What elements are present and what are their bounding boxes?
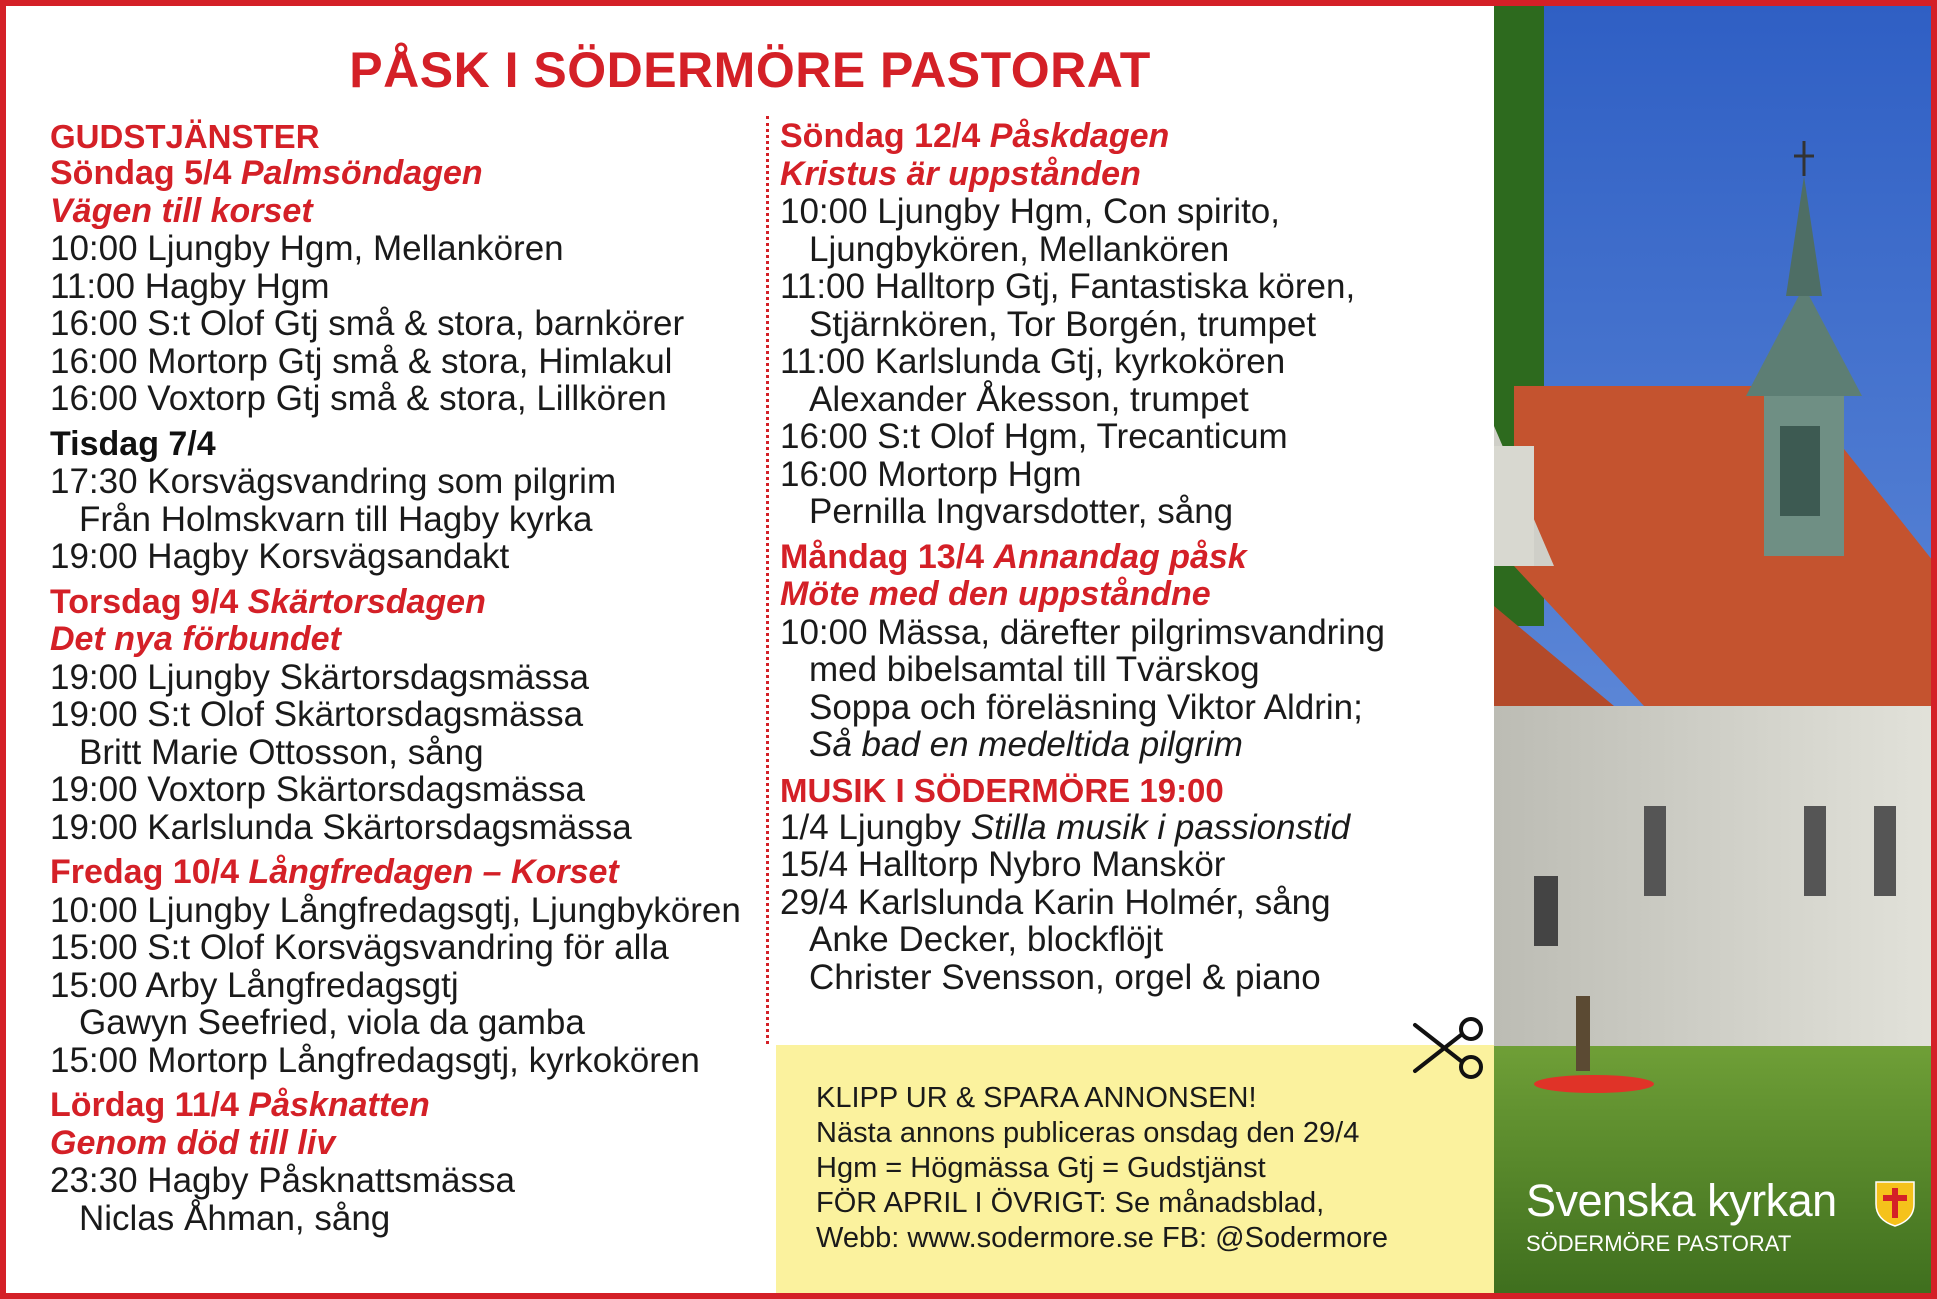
day-theme: Möte med den uppståndne: [780, 575, 1211, 613]
service-line: 16:00 S:t Olof Gtj små & stora, barnkörer: [50, 304, 685, 343]
service-line: Britt Marie Ottosson, sång: [79, 732, 484, 772]
info-line: Webb: www.sodermore.se FB: @Sodermore: [816, 1222, 1389, 1254]
service-line: Niclas Åhman, sång: [79, 1198, 391, 1238]
service-line: 19:00 Voxtorp Skärtorsdagsmässa: [50, 770, 586, 809]
day-heading: Torsdag 9/4 Skärtorsdagen: [50, 582, 486, 621]
service-line: 16:00 Voxtorp Gtj små & stora, Lillkören: [50, 379, 667, 418]
service-line: Gawyn Seefried, viola da gamba: [79, 1003, 585, 1042]
day-heading: Lördag 11/4 Påsknatten: [50, 1086, 430, 1124]
day-heading: Fredag 10/4 Långfredagen – Korset: [50, 853, 619, 891]
page-title: PÅSK I SÖDERMÖRE PASTORAT: [349, 42, 1151, 98]
service-line: med bibelsamtal till Tvärskog: [809, 650, 1260, 689]
music-line: 29/4 Karlslunda Karin Holmér, sång: [780, 882, 1331, 922]
service-line: Pernilla Ingvarsdotter, sång: [809, 492, 1234, 531]
crown-crest-icon: [1874, 1178, 1916, 1228]
music-line: Christer Svensson, orgel & piano: [809, 957, 1321, 997]
service-line: Soppa och föreläsning Viktor Aldrin;: [809, 687, 1363, 727]
service-line: 19:00 Hagby Korsvägsandakt: [50, 537, 510, 576]
service-line: Stjärnkören, Tor Borgén, trumpet: [809, 304, 1317, 344]
service-line: 16:00 Mortorp Hgm: [780, 454, 1082, 494]
service-line: 10:00 Ljungby Hgm, Mellankören: [50, 229, 564, 268]
day-heading: Måndag 13/4 Annandag påsk: [780, 537, 1247, 576]
service-line: Alexander Åkesson, trumpet: [809, 379, 1249, 419]
logo-name: Svenska kyrkan: [1526, 1175, 1837, 1226]
right-column: [780, 118, 1500, 996]
service-line: 16:00 Mortorp Gtj små & stora, Himlakul: [50, 341, 673, 381]
scissors-icon: [1409, 1017, 1487, 1079]
section-heading-services: GUDSTJÄNSTER: [50, 118, 320, 155]
info-line: Hgm = Högmässa Gtj = Gudstjänst: [816, 1152, 1266, 1184]
day-heading: Söndag 12/4 Påskdagen: [780, 117, 1170, 155]
service-line: 16:00 S:t Olof Hgm, Trecanticum: [780, 417, 1288, 456]
day-theme: Kristus är uppstånden: [780, 154, 1141, 193]
day-heading: Tisdag 7/4: [50, 424, 216, 463]
service-line: 19:00 S:t Olof Skärtorsdagsmässa: [50, 695, 584, 734]
service-line: Så bad en medeltida pilgrim: [809, 725, 1243, 764]
service-line: 10:00 Ljungby Hgm, Con spirito,: [780, 192, 1280, 231]
service-line: 11:00 Hagby Hgm: [50, 266, 330, 306]
service-line: 15:00 S:t Olof Korsvägsvandring för alla: [50, 928, 669, 967]
info-line: FÖR APRIL I ÖVRIGT: Se månadsblad,: [816, 1187, 1325, 1219]
day-heading: Söndag 5/4 Palmsöndagen: [50, 154, 483, 192]
service-line: 11:00 Karlslunda Gtj, kyrkokören: [780, 342, 1286, 381]
svenska-kyrkan-logo: [1526, 1176, 1837, 1258]
music-line: 1/4 Ljungby Stilla musik i passionstid: [780, 807, 1351, 847]
service-line: 11:00 Halltorp Gtj, Fantastiska kören,: [780, 267, 1356, 306]
section-heading-music: MUSIK I SÖDERMÖRE 19:00: [780, 771, 1224, 809]
day-theme: Vägen till korset: [50, 191, 313, 230]
music-line: Anke Decker, blockflöjt: [809, 920, 1164, 959]
left-column: [50, 118, 770, 1237]
service-line: 19:00 Karlslunda Skärtorsdagsmässa: [50, 807, 632, 847]
logo-subtitle: SÖDERMÖRE PASTORAT: [1526, 1231, 1792, 1256]
service-line: 23:30 Hagby Påsknattsmässa: [50, 1161, 515, 1200]
music-line: 15/4 Halltorp Nybro Manskör: [780, 845, 1226, 884]
service-line: 19:00 Ljungby Skärtorsdagsmässa: [50, 657, 589, 697]
church-photo: [1494, 6, 1937, 1293]
service-line: 15:00 Mortorp Långfredagsgtj, kyrkokören: [50, 1040, 700, 1080]
service-line: Från Holmskvarn till Hagby kyrka: [79, 499, 593, 539]
service-line: 10:00 Mässa, därefter pilgrimsvandring: [780, 612, 1386, 652]
service-line: 17:30 Korsvägsvandring som pilgrim: [50, 462, 617, 501]
service-line: Ljungbykören, Mellankören: [809, 229, 1230, 269]
service-line: 15:00 Arby Långfredagsgtj: [50, 965, 459, 1005]
day-theme: Genom död till liv: [50, 1123, 336, 1162]
info-box: [776, 1045, 1496, 1293]
info-line: KLIPP UR & SPARA ANNONSEN!: [816, 1082, 1257, 1114]
info-line: Nästa annons publiceras onsdag den 29/4: [816, 1117, 1360, 1149]
service-line: 10:00 Ljungby Långfredagsgtj, Ljungbykören: [50, 890, 741, 930]
day-theme: Det nya förbundet: [50, 620, 341, 658]
